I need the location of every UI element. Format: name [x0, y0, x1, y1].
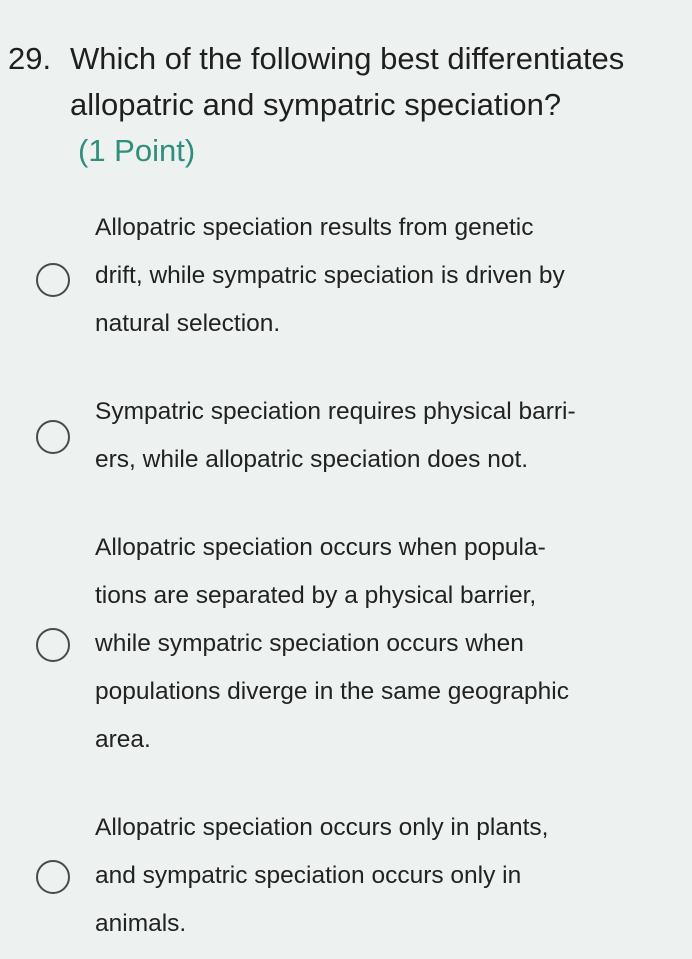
option-label-line: area. [95, 726, 151, 753]
option-label-line: Allopatric speciation results from genetic [95, 214, 534, 241]
option-label[interactable] [95, 804, 655, 948]
question-text-line-2: allopatric and sympatric speciation? [70, 87, 562, 122]
option-label[interactable] [95, 204, 655, 348]
option-label-line: natural selection. [95, 310, 281, 337]
option-label-line: tions are separated by a physical barrier, [95, 582, 537, 609]
question-title-line-1 [8, 36, 692, 82]
radio-unchecked-icon[interactable] [36, 628, 70, 662]
question-points: (1 Point) [78, 133, 196, 168]
option-label-line: while sympatric speciation occurs when [95, 630, 524, 657]
option-label[interactable] [95, 388, 655, 484]
option-label-line: drift, while sympatric speciation is driven by [95, 262, 565, 289]
option-label-line: and sympatric speciation occurs only in [95, 862, 522, 889]
option-label-line: ers, while allopatric speciation does not. [95, 446, 529, 473]
option-label-line: Allopatric speciation occurs only in plants, [95, 814, 549, 841]
option-label-line: Sympatric speciation requires physical barri- [95, 398, 576, 425]
question-text-line-1: Which of the following best differentiates [70, 41, 625, 76]
question-header [8, 36, 692, 174]
option-label-line: animals. [95, 910, 187, 937]
question-number: 29. [8, 41, 52, 76]
option-label[interactable] [95, 524, 655, 764]
option-label-line: Allopatric speciation occurs when popula- [95, 534, 546, 561]
radio-unchecked-icon[interactable] [36, 860, 70, 894]
option-label-line: populations diverge in the same geographic [95, 678, 569, 705]
radio-unchecked-icon[interactable] [36, 263, 70, 297]
radio-unchecked-icon[interactable] [36, 420, 70, 454]
